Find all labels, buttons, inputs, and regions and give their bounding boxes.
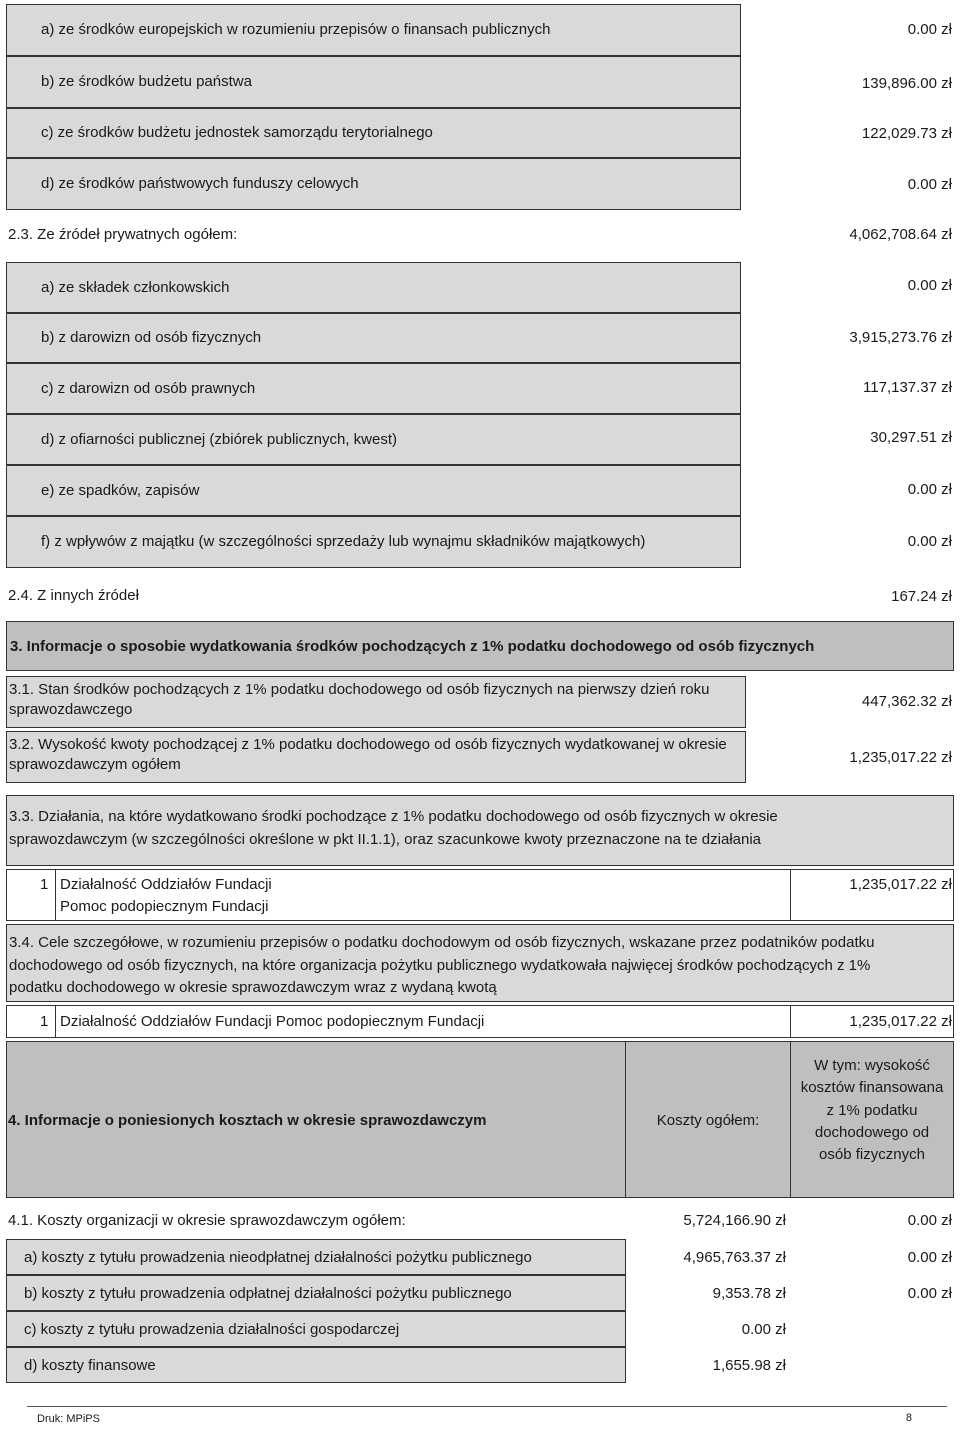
row-value: 122,029.73 zł (861, 125, 952, 142)
item-label: Działalność Oddziałów Fundacji Pomoc podopiecznym Fundacji (60, 1013, 485, 1030)
section-3-title: 3. Informacje o sposobie wydatkowania środków pochodzących z 1% podatku dochodowego od osób fizycznych (10, 638, 815, 655)
row-value: 139,896.00 zł (861, 75, 952, 92)
row-pit: 0.00 zł (907, 1285, 952, 1302)
row-value: 3,915,273.76 zł (849, 329, 952, 346)
row-label: d) koszty finansowe (24, 1357, 156, 1374)
row-label: b) koszty z tytułu prowadzenia odpłatnej działalności pożytku publicznego (24, 1285, 512, 1302)
row-value: 0.00 zł (907, 21, 952, 38)
column-header-pit: W tym: wysokość kosztów finansowana z 1% podatku dochodowego od osób fizycznych (800, 1057, 944, 1164)
row-2-4-value: 167.24 zł (891, 588, 952, 605)
row-3-1 (6, 676, 746, 728)
item-value: 1,235,017.22 zł (849, 1013, 952, 1030)
print-label: Druk: MPiPS (37, 1413, 100, 1425)
row-total: 4,965,763.37 zł (683, 1249, 786, 1266)
row-4-1-pit: 0.00 zł (907, 1212, 952, 1229)
section-4-title: 4. Informacje o poniesionych kosztach w okresie sprawozdawczym (8, 1112, 487, 1129)
item-value: 1,235,017.22 zł (849, 876, 952, 893)
row-label: a) ze środków europejskich w rozumieniu przepisów o finansach publicznych (41, 21, 551, 38)
column-header-total: Koszty ogółem: (656, 1112, 760, 1129)
row-3-2-label: 3.2. Wysokość kwoty pochodzącej z 1% podatku dochodowego od osób fizycznych wydatkowanej w okresie sprawozdawczym ogółem (9, 736, 727, 773)
row-label: c) koszty z tytułu prowadzenia działalności gospodarczej (24, 1321, 400, 1338)
row-3-1-value: 447,362.32 zł (861, 693, 952, 710)
row-value: 117,137.37 zł (863, 379, 952, 396)
row-label: d) z ofiarności publicznej (zbiórek publicznych, kwest) (41, 430, 397, 448)
row-label: f) z wpływów z majątku (w szczególności sprzedaży lub wynajmu składników majątkowych) (41, 533, 646, 550)
row-2-3-b (6, 313, 741, 363)
row-3-2-value: 1,235,017.22 zł (849, 749, 952, 766)
row-3-4 (6, 924, 954, 1002)
row-4-1-total: 5,724,166.90 zł (683, 1212, 786, 1229)
row-3-4-label: 3.4. Cele szczegółowe, w rozumieniu przepisów o podatku dochodowym od osób fizycznych, wskazane przez podatników podatku dochodowego od osób fizycznych, na które organizacja pożytku publicznego wydatkowała najwięcej środków pochodzących z 1% podatku dochodowego w okresie sprawozdawczym wraz z wydaną kwotą (9, 934, 875, 996)
item-label-line-1: Działalność Oddziałów Fundacji (60, 876, 272, 893)
row-2-2-a (6, 4, 741, 56)
row-3-1-label: 3.1. Stan środków pochodzących z 1% podatku dochodowego od osób fizycznych na pierwszy dzień roku sprawozdawczego (9, 681, 710, 718)
row-2-3-f (6, 516, 741, 568)
item-number: 1 (40, 876, 49, 893)
row-label: b) ze środków budżetu państwa (41, 73, 252, 90)
row-2-3-label: 2.3. Ze źródeł prywatnych ogółem: (8, 226, 238, 243)
item-label-line-2: Pomoc podopiecznym Fundacji (60, 898, 269, 915)
row-label: a) koszty z tytułu prowadzenia nieodpłatnej działalności pożytku publicznego (24, 1249, 532, 1266)
row-label: e) ze spadków, zapisów (41, 481, 200, 499)
section-3-heading (6, 621, 954, 671)
row-value: 30,297.51 zł (870, 429, 952, 446)
row-2-3-e (6, 465, 741, 516)
item-number: 1 (40, 1013, 49, 1030)
row-label: b) z darowizn od osób fizycznych (41, 329, 262, 346)
row-3-3-label: 3.3. Działania, na które wydatkowano środki pochodzące z 1% podatku dochodowego od osób fizycznych w okresie sprawozdawczym (w szczególności określone w pkt II.1.1), oraz szacunkowe kwoty przeznaczone na te działania (9, 808, 778, 848)
row-total: 9,353.78 zł (712, 1285, 786, 1302)
row-2-3-d (6, 414, 741, 465)
row-2-3-a (6, 262, 741, 313)
row-total: 1,655.98 zł (712, 1357, 786, 1374)
row-value: 0.00 zł (907, 481, 952, 498)
row-2-3-c (6, 363, 741, 414)
row-3-2 (6, 731, 746, 783)
row-pit: 0.00 zł (907, 1249, 952, 1266)
row-value: 0.00 zł (907, 176, 952, 193)
footer-rule (27, 1406, 947, 1407)
row-value: 0.00 zł (907, 277, 952, 294)
row-2-2-c (6, 108, 741, 158)
row-label: d) ze środków państwowych funduszy celowych (41, 175, 359, 192)
row-label: c) ze środków budżetu jednostek samorządu terytorialnego (41, 124, 433, 141)
page-number: 8 (905, 1412, 912, 1424)
row-2-2-b (6, 56, 741, 108)
row-3-3 (6, 795, 954, 866)
row-4-1-label: 4.1. Koszty organizacji w okresie sprawozdawczym ogółem: (8, 1212, 406, 1229)
row-value: 0.00 zł (907, 533, 952, 550)
row-label: a) ze składek członkowskich (41, 278, 230, 296)
row-2-2-d (6, 158, 741, 210)
row-2-4-label: 2.4. Z innych źródeł (8, 587, 139, 604)
row-total: 0.00 zł (741, 1321, 786, 1338)
row-label: c) z darowizn od osób prawnych (41, 379, 256, 397)
row-2-3-value: 4,062,708.64 zł (849, 226, 952, 243)
